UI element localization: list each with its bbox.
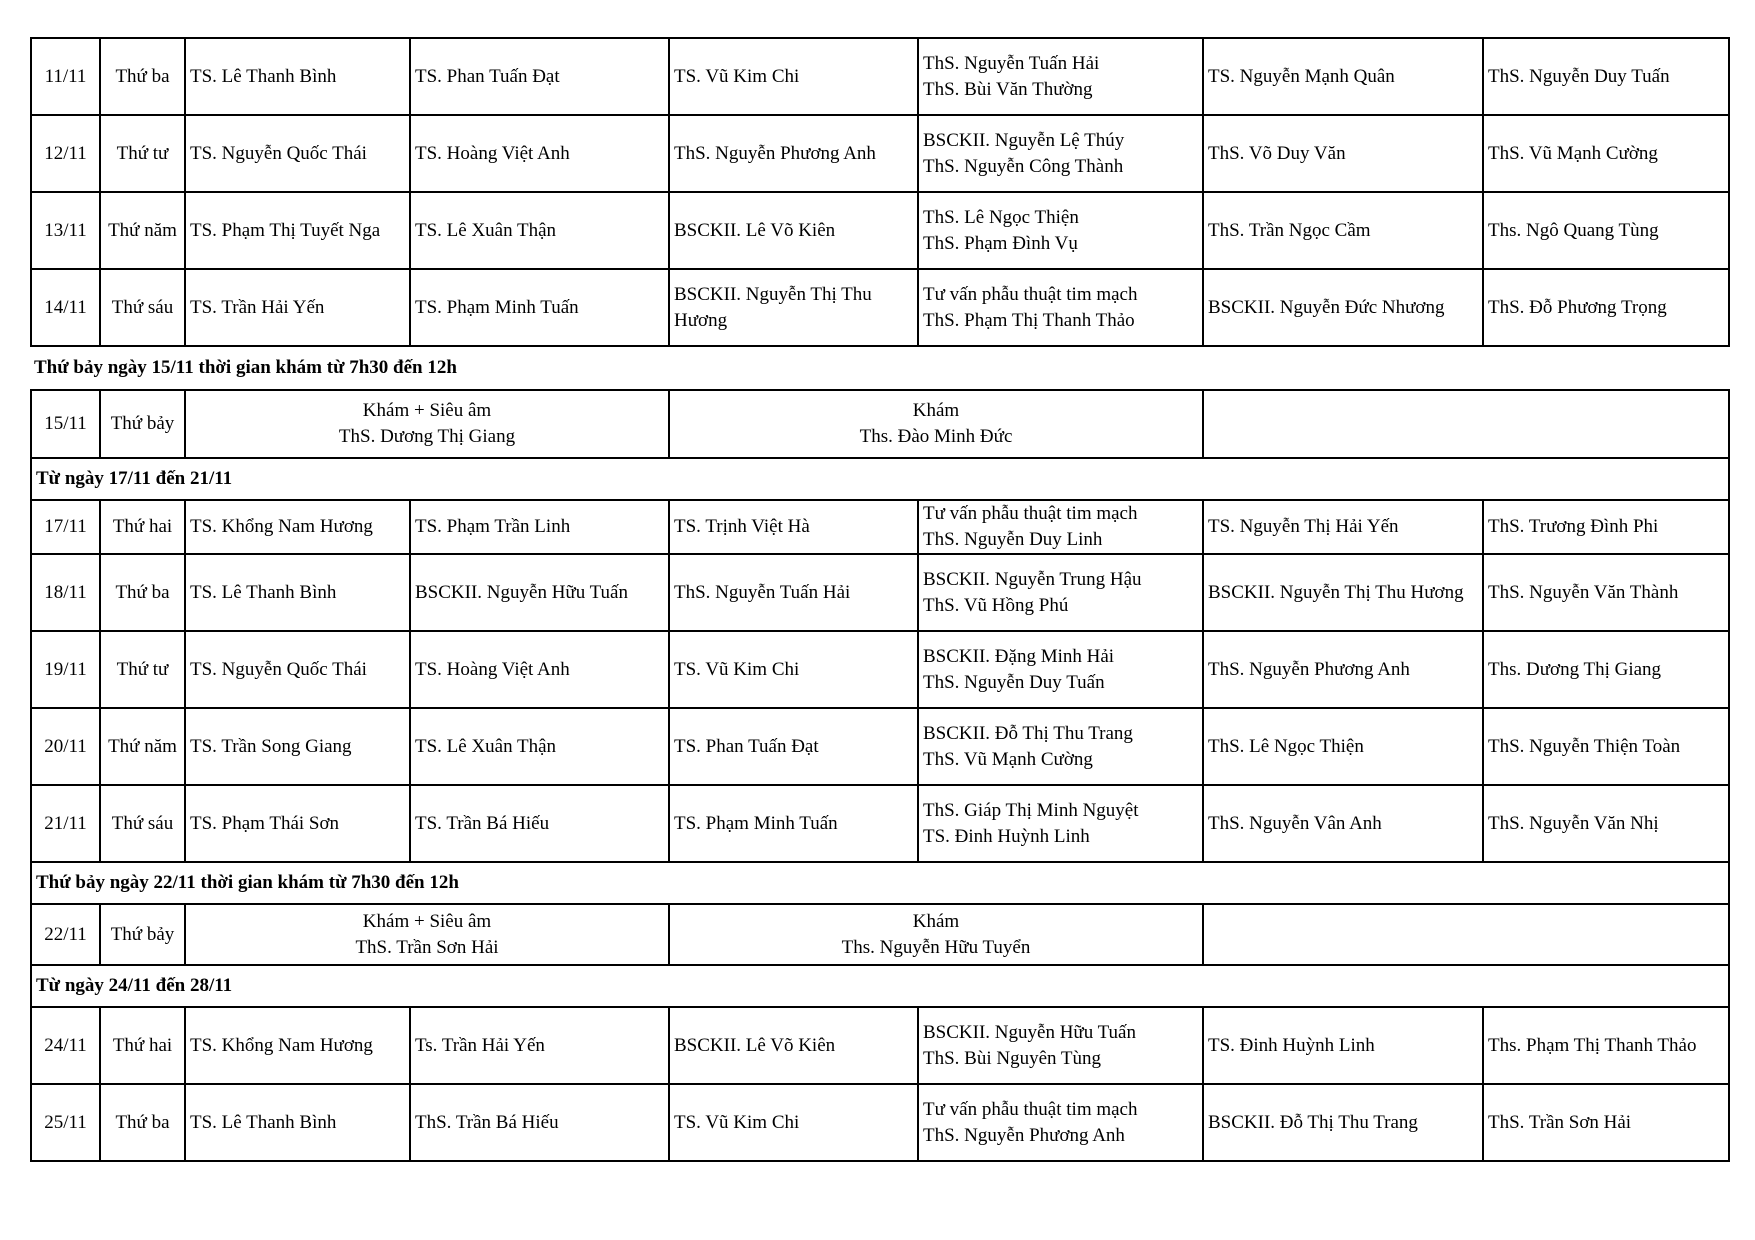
date-cell: 25/11 [31, 1084, 100, 1161]
doctor-pair-cell [918, 554, 1203, 631]
date-cell: 12/11 [31, 115, 100, 192]
doctor-line: Tư vấn phẫu thuật tim mạch [923, 1098, 1138, 1120]
doctor-cell: ThS. Lê Ngọc Thiện [1203, 708, 1483, 785]
date-cell: 11/11 [31, 38, 100, 115]
weekday-cell: Thứ sáu [100, 269, 185, 346]
service-label: Khám + Siêu âm [362, 910, 492, 932]
doctor-cell: TS. Trịnh Việt Hà [669, 500, 918, 554]
doctor-line: BSCKII. Đặng Minh Hải [923, 645, 1115, 667]
doctor-line: ThS. Nguyễn Công Thành [923, 155, 1124, 177]
doctor-cell: ThS. Trương Đình Phi [1483, 500, 1729, 554]
date-cell: 20/11 [31, 708, 100, 785]
saturday-exam-cell [669, 390, 1203, 458]
doctor-pair-cell [918, 785, 1203, 862]
table-row [31, 785, 1729, 862]
doctor-cell: TS. Lê Xuân Thận [410, 192, 669, 269]
section-row [31, 965, 1729, 1007]
weekday-cell: Thứ tư [100, 115, 185, 192]
empty-cell [1203, 904, 1729, 965]
saturday-caption: Thứ bảy ngày 15/11 thời gian khám từ 7h30 đến 12h [34, 357, 457, 378]
weekday-cell: Thứ tư [100, 631, 185, 708]
doctor-cell: Ths. Ngô Quang Tùng [1483, 192, 1729, 269]
doctor-pair-cell [918, 500, 1203, 554]
doctor-line: ThS. Nguyễn Tuấn Hải [923, 52, 1100, 74]
doctor-line: ThS. Lê Ngọc Thiện [923, 206, 1079, 228]
doctor-line: Ths. Nguyễn Hữu Tuyển [841, 936, 1031, 958]
date-cell: 21/11 [31, 785, 100, 862]
table-row [31, 1007, 1729, 1084]
doctor-line: ThS. Phạm Đình Vụ [923, 232, 1078, 254]
doctor-cell: TS. Vũ Kim Chi [669, 1084, 918, 1161]
doctor-cell: ThS. Trần Sơn Hải [1483, 1084, 1729, 1161]
doctor-cell: TS. Trần Song Giang [185, 708, 410, 785]
doctor-cell: TS. Lê Xuân Thận [410, 708, 669, 785]
doctor-line: ThS. Giáp Thị Minh Nguyệt [923, 799, 1139, 821]
doctor-cell: TS. Hoàng Việt Anh [410, 631, 669, 708]
doctor-pair-cell [918, 269, 1203, 346]
doctor-line: ThS. Nguyễn Phương Anh [923, 1124, 1125, 1146]
doctor-cell: TS. Vũ Kim Chi [669, 38, 918, 115]
date-cell: 19/11 [31, 631, 100, 708]
doctor-cell: TS. Khổng Nam Hương [185, 1007, 410, 1084]
doctor-cell: ThS. Nguyễn Thiện Toàn [1483, 708, 1729, 785]
doctor-cell: TS. Phạm Thái Sơn [185, 785, 410, 862]
service-label: Khám + Siêu âm [362, 400, 492, 421]
doctor-cell: Ths. Dương Thị Giang [1483, 631, 1729, 708]
date-cell: 18/11 [31, 554, 100, 631]
doctor-line: BSCKII. Nguyễn Lệ Thúy [923, 129, 1125, 151]
doctor-cell: ThS. Trần Bá Hiếu [410, 1084, 669, 1161]
doctor-cell: BSCKII. Lê Võ Kiên [669, 1007, 918, 1084]
weekday-cell: Thứ năm [100, 708, 185, 785]
table-row [31, 38, 1729, 115]
doctor-line: BSCKII. Đỗ Thị Thu Trang [923, 722, 1133, 744]
doctor-cell: ThS. Võ Duy Văn [1203, 115, 1483, 192]
empty-cell [1203, 390, 1729, 458]
doctor-line: Tư vấn phẫu thuật tim mạch [923, 283, 1138, 305]
doctor-cell: Ths. Phạm Thị Thanh Thảo [1483, 1007, 1729, 1084]
doctor-cell: TS. Trần Bá Hiếu [410, 785, 669, 862]
doctor-line: TS. Đinh Huỳnh Linh [923, 825, 1090, 847]
section-row [31, 862, 1729, 904]
weekday-cell: Thứ bảy [100, 904, 185, 965]
weekday-cell: Thứ ba [100, 38, 185, 115]
doctor-cell: ThS. Nguyễn Tuấn Hải [669, 554, 918, 631]
saturday-exam-ultrasound-cell [185, 904, 669, 965]
doctor-line: ThS. Vũ Hồng Phú [923, 594, 1069, 616]
service-label: Khám [912, 910, 960, 932]
doctor-cell: TS. Khổng Nam Hương [185, 500, 410, 554]
saturday-row [31, 904, 1729, 965]
table-row [31, 115, 1729, 192]
weekday-cell: Thứ sáu [100, 785, 185, 862]
doctor-cell: ThS. Nguyễn Phương Anh [669, 115, 918, 192]
doctor-cell: TS. Lê Thanh Bình [185, 38, 410, 115]
service-label: Khám [912, 400, 960, 421]
saturday-exam-ultrasound-cell [185, 390, 669, 458]
doctor-pair-cell [918, 38, 1203, 115]
weekday-cell: Thứ ba [100, 1084, 185, 1161]
doctor-cell: BSCKII. Nguyễn Thị Thu Hương [1203, 554, 1483, 631]
doctor-cell: TS. Phan Tuấn Đạt [410, 38, 669, 115]
date-cell: 22/11 [31, 904, 100, 965]
doctor-line: Tư vấn phẫu thuật tim mạch [923, 503, 1138, 524]
doctor-line: ThS. Nguyễn Duy Linh [923, 529, 1103, 550]
doctor-cell: TS. Hoàng Việt Anh [410, 115, 669, 192]
doctor-cell: TS. Trần Hải Yến [185, 269, 410, 346]
schedule-table-week1 [30, 37, 1730, 347]
doctor-cell: TS. Nguyễn Quốc Thái [185, 631, 410, 708]
weekday-cell: Thứ hai [100, 500, 185, 554]
weekday-cell: Thứ bảy [100, 390, 185, 458]
saturday-exam-cell [669, 904, 1203, 965]
doctor-pair-cell [918, 708, 1203, 785]
schedule-sheet [30, 37, 1728, 1162]
date-cell: 15/11 [31, 390, 100, 458]
weekday-cell: Thứ hai [100, 1007, 185, 1084]
doctor-line: BSCKII. Nguyễn Trung Hậu [923, 568, 1142, 590]
doctor-cell: TS. Vũ Kim Chi [669, 631, 918, 708]
doctor-pair-cell [918, 1084, 1203, 1161]
doctor-cell: TS. Lê Thanh Bình [185, 1084, 410, 1161]
section-header: Từ ngày 24/11 đến 28/11 [31, 965, 1729, 1007]
doctor-cell: TS. Phạm Minh Tuấn [669, 785, 918, 862]
table-row [31, 631, 1729, 708]
weekday-cell: Thứ năm [100, 192, 185, 269]
doctor-cell: ThS. Nguyễn Phương Anh [1203, 631, 1483, 708]
table-row [31, 269, 1729, 346]
doctor-line: ThS. Bùi Nguyên Tùng [923, 1047, 1102, 1069]
doctor-cell: ThS. Đỗ Phương Trọng [1483, 269, 1729, 346]
table-row [31, 500, 1729, 554]
doctor-cell: BSCKII. Nguyễn Đức Nhương [1203, 269, 1483, 346]
saturday-row [31, 390, 1729, 458]
date-cell: 17/11 [31, 500, 100, 554]
doctor-cell: Ts. Trần Hải Yến [410, 1007, 669, 1084]
doctor-line: ThS. Vũ Mạnh Cường [923, 748, 1093, 770]
doctor-cell: BSCKII. Nguyễn Hữu Tuấn [410, 554, 669, 631]
table-row [31, 708, 1729, 785]
table-row [31, 554, 1729, 631]
doctor-pair-cell [918, 631, 1203, 708]
table-row [31, 1084, 1729, 1161]
doctor-cell: ThS. Nguyễn Vân Anh [1203, 785, 1483, 862]
doctor-line: ThS. Bùi Văn Thường [923, 78, 1093, 100]
doctor-cell: TS. Phạm Thị Tuyết Nga [185, 192, 410, 269]
doctor-line: ThS. Nguyễn Duy Tuấn [923, 671, 1105, 693]
doctor-cell: BSCKII. Lê Võ Kiên [669, 192, 918, 269]
doctor-cell: BSCKII. Đỗ Thị Thu Trang [1203, 1084, 1483, 1161]
doctor-cell: ThS. Trần Ngọc Cầm [1203, 192, 1483, 269]
doctor-pair-cell [918, 115, 1203, 192]
doctor-line: ThS. Dương Thị Giang [338, 426, 516, 447]
date-cell: 14/11 [31, 269, 100, 346]
doctor-cell: TS. Phạm Minh Tuấn [410, 269, 669, 346]
doctor-line: Ths. Đào Minh Đức [859, 426, 1013, 447]
doctor-cell: ThS. Vũ Mạnh Cường [1483, 115, 1729, 192]
doctor-cell: BSCKII. Nguyễn Thị Thu Hương [669, 269, 918, 346]
doctor-cell: TS. Phạm Trần Linh [410, 500, 669, 554]
section-header: Từ ngày 17/11 đến 21/11 [31, 458, 1729, 500]
weekday-cell: Thứ ba [100, 554, 185, 631]
doctor-cell: TS. Nguyễn Thị Hải Yến [1203, 500, 1483, 554]
saturday-caption: Thứ bảy ngày 22/11 thời gian khám từ 7h30 đến 12h [31, 862, 1729, 904]
doctor-line: ThS. Trần Sơn Hải [355, 936, 499, 958]
doctor-cell: ThS. Nguyễn Văn Nhị [1483, 785, 1729, 862]
doctor-cell: TS. Lê Thanh Bình [185, 554, 410, 631]
doctor-cell: TS. Nguyễn Quốc Thái [185, 115, 410, 192]
doctor-line: ThS. Phạm Thị Thanh Thảo [923, 309, 1135, 331]
doctor-cell: TS. Nguyễn Mạnh Quân [1203, 38, 1483, 115]
section-row [31, 458, 1729, 500]
doctor-cell: TS. Đinh Huỳnh Linh [1203, 1007, 1483, 1084]
doctor-line: BSCKII. Nguyễn Hữu Tuấn [923, 1021, 1136, 1043]
schedule-table-week2 [30, 389, 1730, 1162]
date-cell: 13/11 [31, 192, 100, 269]
doctor-cell: ThS. Nguyễn Văn Thành [1483, 554, 1729, 631]
doctor-pair-cell [918, 1007, 1203, 1084]
date-cell: 24/11 [31, 1007, 100, 1084]
doctor-pair-cell [918, 192, 1203, 269]
table-row [31, 192, 1729, 269]
doctor-cell: TS. Phan Tuấn Đạt [669, 708, 918, 785]
doctor-cell: ThS. Nguyễn Duy Tuấn [1483, 38, 1729, 115]
